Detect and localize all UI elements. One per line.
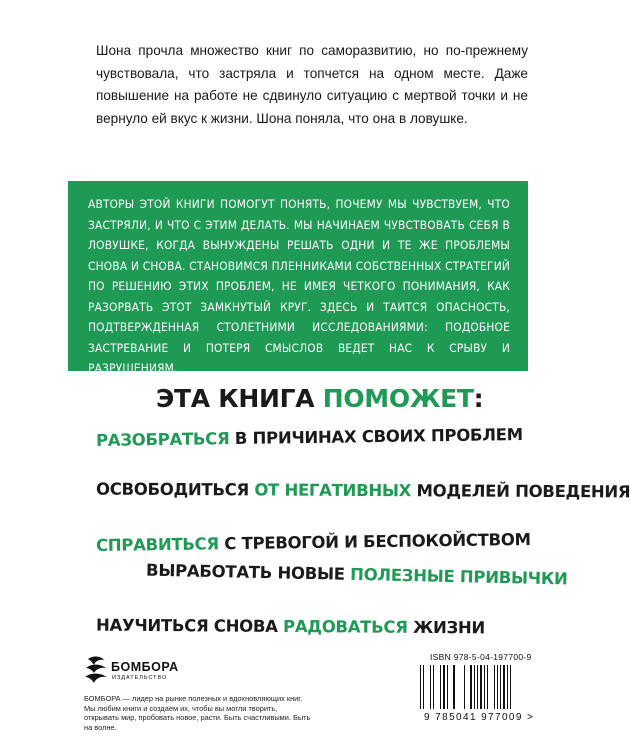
benefit-text: МОДЕЛЕЙ ПОВЕДЕНИЯ <box>411 481 630 502</box>
isbn-label: ISBN 978-5-04-197700-9 <box>430 652 532 662</box>
barcode-bar <box>477 665 478 709</box>
barcode-bar <box>453 665 455 709</box>
barcode-bar <box>433 665 434 709</box>
title-part2: : <box>473 384 484 413</box>
benefit-text: НАУЧИТЬСЯ СНОВА <box>95 615 284 636</box>
barcode-bar <box>497 665 498 709</box>
title-part1: ЭТА КНИГА <box>156 384 323 413</box>
barcode-bar <box>474 665 475 709</box>
benefit-accent: ОТ НЕГАТИВНЫХ <box>254 480 412 501</box>
benefit-text: ВЫРАБОТАТЬ НОВЫЕ <box>145 560 351 584</box>
benefit-item <box>96 530 531 555</box>
barcode-bar <box>423 665 424 709</box>
bombora-wave-logo-icon <box>84 655 108 685</box>
benefit-text: С ТРЕВОГОЙ И БЕСПОКОЙСТВОМ <box>218 529 531 554</box>
benefit-accent: РАДОВАТЬСЯ <box>283 616 408 637</box>
barcode-bar <box>507 665 508 709</box>
benefit-item <box>146 561 568 589</box>
benefit-accent: ПОЛЕЗНЫЕ ПРИВЫЧКИ <box>349 564 568 589</box>
barcode-bar <box>500 665 501 709</box>
highlight-box <box>68 181 528 375</box>
publisher-description: БОМБОРА — лидер на рынке полезных и вдохновляющих книг. Мы любим книги и создаем их, чтобы вы могли творить, открывать мир, пробовать новое, расти. Быть счастливыми. Быть на волне. <box>84 694 311 732</box>
barcode <box>418 665 518 711</box>
barcode-bar <box>464 665 465 709</box>
barcode-bar <box>503 665 505 709</box>
barcode-bar <box>480 665 482 709</box>
benefit-item <box>96 425 523 450</box>
barcode-bar <box>430 665 431 709</box>
barcode-digits: 9 785041 977009 > <box>424 712 535 723</box>
benefit-text: ОСВОБОДИТЬСЯ <box>95 479 255 500</box>
logo-subtitle: ИЗДАТЕЛЬСТВО <box>112 675 168 681</box>
barcode-bar <box>447 665 448 709</box>
title-accent: ПОМОЖЕТ <box>322 384 474 413</box>
benefit-accent: СПРАВИТЬСЯ <box>95 534 219 556</box>
benefit-item <box>96 480 630 502</box>
logo-name: БОМБОРА <box>111 660 179 674</box>
benefit-text: ЖИЗНИ <box>407 617 486 638</box>
highlight-text: АВТОРЫ ЭТОЙ КНИГИ ПОМОГУТ ПОНЯТЬ, ПОЧЕМУ МЫ ЧУВСТВУЕМ, ЧТО ЗАСТРЯЛИ, И ЧТО С ЭТИМ ДЕЛАТЬ. МЫ НАЧИНАЕМ ЧУВСТВОВАТЬ СЕБЯ В ЛОВУШКЕ, КОГДА ВЫНУЖДЕНЫ РЕШАТЬ ОДНИ И ТЕ ЖЕ ПРОБЛЕМЫ СНОВА И СНОВА. СТАНОВИМСЯ ПЛЕННИКАМИ СОБСТВЕННЫХ СТРАТЕГИЙ ПО РЕШЕНИЮ ЭТИХ ПРОБЛЕМ, НЕ ИМЕЯ ЧЕТКОГО ПОНИМАНИЯ, КАК РАЗОРВАТЬ ЭТОТ ЗАМКНУТЫЙ КРУГ. ЗДЕСЬ И ТАИТСЯ ОПАСНОСТЬ, ПОДТВЕРЖДЕННАЯ СТОЛЕТНИМИ ИССЛЕДОВАНИЯМИ: ПОДОБНОЕ ЗАСТРЕВАНИЕ И ПОТЕРЯ СМЫСЛОВ ВЕДЕТ НАС К СРЫВУ И РАЗРУШЕНИЯМ. <box>88 197 510 375</box>
barcode-bar <box>440 665 441 709</box>
benefit-text: В ПРИЧИНАХ СВОИХ ПРОБЛЕМ <box>229 425 523 449</box>
intro-paragraph: Шона прочла множество книг по саморазвитию, но по-прежнему чувствовала, что застряла и топчется на одном месте. Даже повышение на работе не сдвинуло ситуацию с мертвой точки и не вернуло ей вкус к жизни. Шона поняла, что она в ловушке. <box>96 43 528 126</box>
benefit-item <box>96 616 485 638</box>
publisher-logo <box>84 655 194 689</box>
benefits-title <box>156 384 483 413</box>
barcode-bar <box>470 665 472 709</box>
barcode-bar <box>443 665 445 709</box>
barcode-bar <box>510 665 511 709</box>
barcode-bar <box>484 665 485 709</box>
benefit-accent: РАЗОБРАТЬСЯ <box>95 429 230 450</box>
barcode-bar <box>494 665 495 709</box>
barcode-bar <box>487 665 488 709</box>
barcode-bar <box>420 665 421 709</box>
